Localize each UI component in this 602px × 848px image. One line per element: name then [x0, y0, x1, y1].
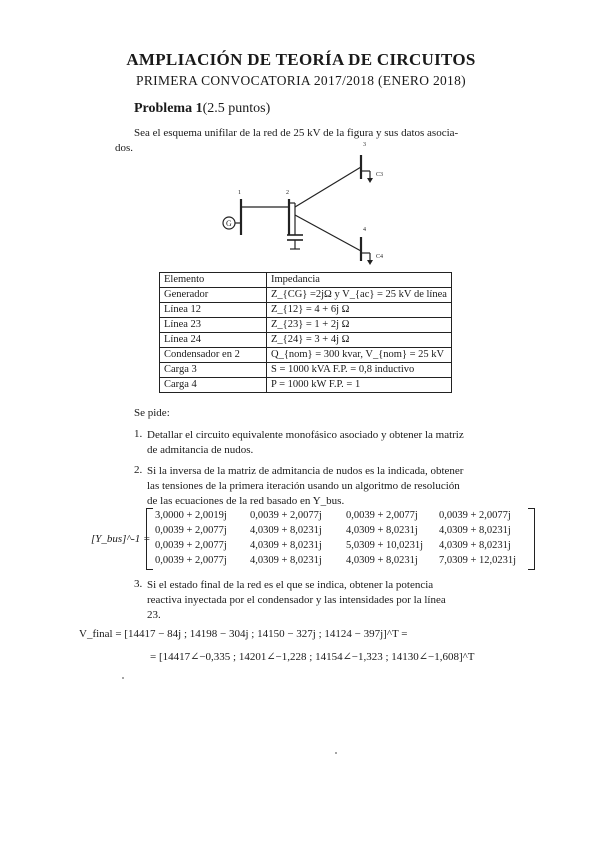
question-3-line-1: Si el estado final de la red es el que se indica, obtener la potencia [147, 579, 434, 591]
question-2-number: 2. [134, 464, 143, 476]
matrix-cell: 4,0309 + 8,0231j [250, 540, 322, 551]
final-voltage-rectangular: V_final = [14417 − 84j ; 14198 − 304j ; 14150 − 327j ; 14124 − 397j]^T = [79, 628, 408, 640]
table-cell: Línea 12 [160, 303, 267, 318]
table-cell: Z_{23} = 1 + 2j Ω [267, 318, 452, 333]
load-4-arrow-icon [367, 260, 373, 265]
question-3-number: 3. [134, 578, 143, 590]
single-line-diagram [215, 137, 395, 267]
matrix-cell: 0,0039 + 2,0077j [439, 510, 511, 521]
table-cell: Línea 23 [160, 318, 267, 333]
matrix-label: [Y_bus]^-1 = [91, 533, 151, 545]
bus-1-label: 1 [238, 190, 241, 196]
bus-3-label: 3 [363, 142, 366, 148]
matrix-cell: 0,0039 + 2,0077j [155, 540, 227, 551]
matrix-row [155, 510, 529, 521]
matrix-cell: 0,0039 + 2,0077j [155, 525, 227, 536]
table-cell: P = 1000 kW F.P. = 1 [267, 378, 452, 393]
question-1-number: 1. [134, 428, 143, 440]
matrix-row [155, 555, 529, 566]
matrix-right-bracket [528, 508, 535, 570]
question-3-line-3: 23. [147, 609, 161, 621]
table-cell: S = 1000 kVA F.P. = 0,8 inductivo [267, 363, 452, 378]
line-24 [295, 215, 361, 251]
load-4-label: C4 [376, 254, 384, 260]
table-row [160, 288, 452, 303]
table-cell: Carga 4 [160, 378, 267, 393]
questions-intro: Se pide: [134, 407, 170, 419]
matrix-cell: 7,0309 + 12,0231j [439, 555, 517, 566]
table-cell: Línea 24 [160, 333, 267, 348]
table-row [160, 333, 452, 348]
table-row [160, 363, 452, 378]
matrix-row [155, 540, 529, 551]
generator-label: G [226, 219, 232, 228]
table-cell: Z_{12} = 4 + 6j Ω [267, 303, 452, 318]
matrix-cell: 4,0309 + 8,0231j [346, 525, 418, 536]
matrix-cell: 3,0000 + 2,0019j [155, 510, 227, 521]
question-2-line-2: las tensiones de la primera iteración usando un algoritmo de resolución [147, 480, 460, 492]
table-row [160, 348, 452, 363]
matrix-row [155, 525, 529, 536]
problem-heading [134, 101, 270, 117]
bus-4-label: 4 [363, 227, 366, 233]
intro-line-2: dos. [115, 142, 134, 154]
matrix-cell: 0,0039 + 2,0077j [250, 510, 322, 521]
table-cell: Condensador en 2 [160, 348, 267, 363]
table-header-cell: Elemento [160, 273, 267, 288]
matrix-cell: 0,0039 + 2,0077j [155, 555, 227, 566]
matrix-left-bracket [146, 508, 153, 570]
question-1-line-2: de admitancia de nudos. [147, 444, 254, 456]
table-cell: Q_{nom} = 300 kvar, V_{nom} = 25 kV [267, 348, 452, 363]
table-row [160, 303, 452, 318]
table-header-cell: Impedancia [267, 273, 452, 288]
matrix-cell: 4,0309 + 8,0231j [439, 540, 511, 551]
table-row [160, 378, 452, 393]
matrix-cell: 4,0309 + 8,0231j [439, 525, 511, 536]
table-header-row [160, 273, 452, 288]
matrix-cell: 4,0309 + 8,0231j [250, 555, 322, 566]
load-3-arrow-icon [367, 178, 373, 183]
question-2-line-3: de las ecuaciones de la red basado en Y_bus. [147, 495, 345, 507]
matrix-cell: 4,0309 + 8,0231j [250, 525, 322, 536]
question-3-line-2: reactiva inyectada por el condensador y las intensidades por la línea [147, 594, 446, 606]
matrix-cell: 5,0309 + 10,0231j [346, 540, 424, 551]
load-3-label: C3 [376, 172, 384, 178]
element-data-table [159, 272, 452, 393]
scan-speck [335, 752, 337, 754]
table-cell: Carga 3 [160, 363, 267, 378]
table-row [160, 318, 452, 333]
final-voltage-polar: = [14417∠−0,335 ; 14201∠−1,228 ; 14154∠−1,323 ; 14130∠−1,608]^T [150, 651, 475, 663]
bus-2-label: 2 [286, 190, 289, 196]
page-title: AMPLIACIÓN DE TEORÍA DE CIRCUITOS [126, 50, 476, 69]
question-1-line-1: Detallar el circuito equivalente monofásico asociado y obtener la matriz [147, 429, 464, 441]
matrix-cell: 0,0039 + 2,0077j [346, 510, 418, 521]
page-subtitle: PRIMERA CONVOCATORIA 2017/2018 (ENERO 2018) [136, 73, 466, 88]
problem-number: Problema 1 [134, 101, 203, 116]
problem-points: (2.5 puntos) [202, 101, 271, 116]
table-cell: Generador [160, 288, 267, 303]
table-cell: Z_{CG} =2jΩ y V_{ac} = 25 kV de línea [267, 288, 452, 303]
question-2-line-1: Si la inversa de la matriz de admitancia de nudos es la indicada, obtener [147, 465, 464, 477]
line-23 [295, 167, 361, 207]
intro-line-1: Sea el esquema unifilar de la red de 25 kV de la figura y sus datos asocia- [134, 127, 459, 139]
scan-speck [122, 677, 124, 679]
matrix-cell: 4,0309 + 8,0231j [346, 555, 418, 566]
table-cell: Z_{24} = 3 + 4j Ω [267, 333, 452, 348]
